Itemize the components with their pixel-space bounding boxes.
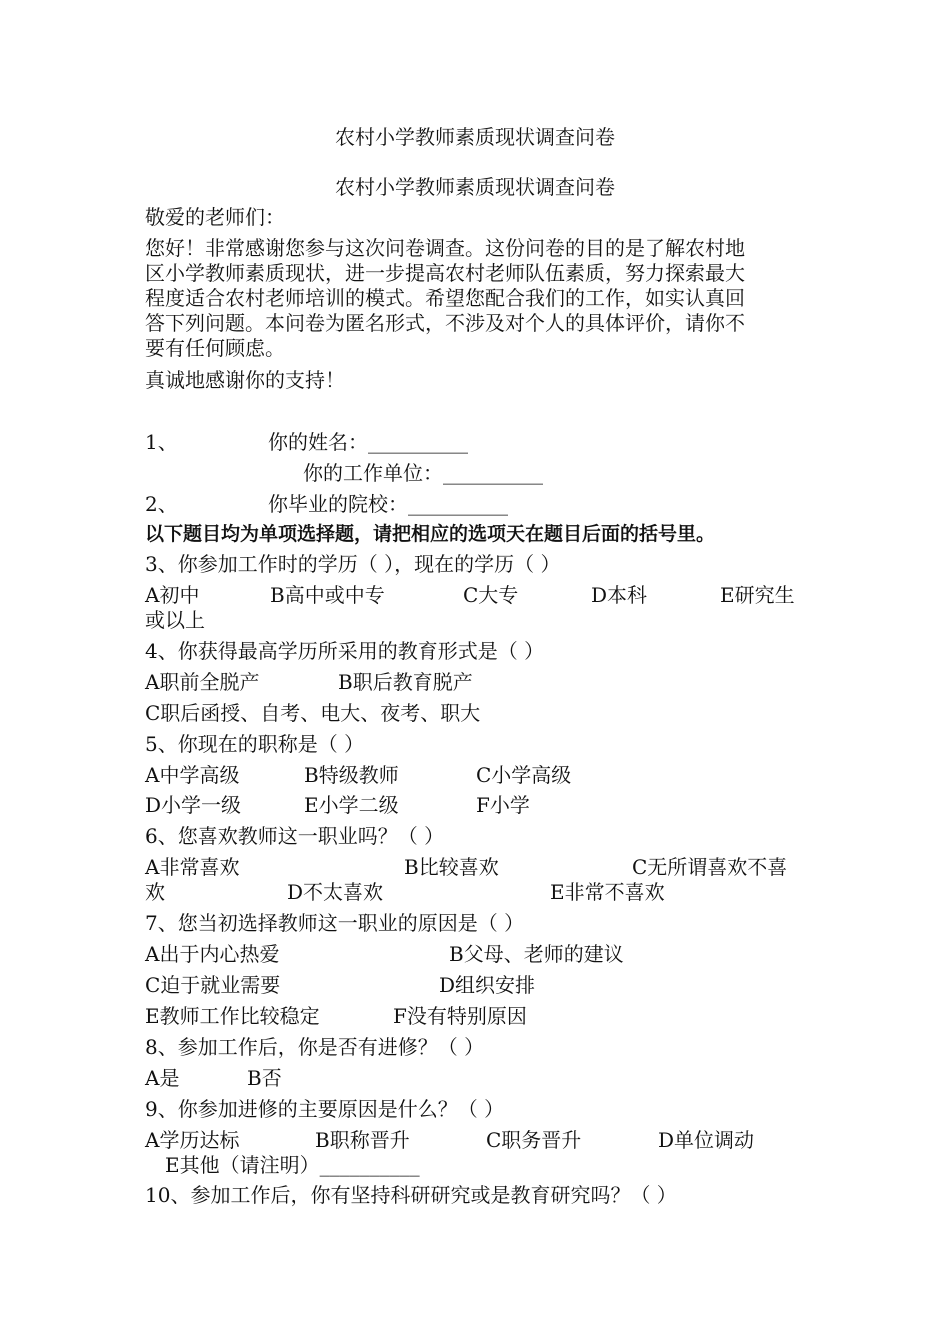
intro-line: 程度适合农村老师培训的模式。希望您配合我们的工作，如实认真回 [145,286,745,310]
question-9-option-e: E其他（请注明）__________ [165,1153,420,1177]
intro-line: 答下列问题。本问卷为匿名形式，不涉及对个人的具体评价，请你不 [145,311,745,335]
header-title: 农村小学教师素质现状调查问卷 [335,125,615,149]
option: E研究生 [720,583,795,607]
option: B职后教育脱产 [338,670,473,694]
option: F小学 [476,793,530,817]
option: E小学二级 [304,793,399,817]
option: B父母、老师的建议 [449,942,624,966]
option: A学历达标 [145,1128,240,1152]
option: A职前全脱产 [145,670,260,694]
instruction-text: 以下题目均为单项选择题，请把相应的选项天在题目后面的括号里。 [145,523,716,545]
intro-line: 要有任何顾虑。 [145,336,285,360]
option: E非常不喜欢 [550,880,665,904]
option: C无所谓喜欢不喜 [632,855,788,879]
page-title: 农村小学教师素质现状调查问卷 [335,175,615,199]
option: A初中 [145,583,200,607]
option: B高中或中专 [270,583,385,607]
option: D单位调动 [658,1128,755,1152]
option: B特级教师 [304,763,399,787]
thanks-line: 真诚地感谢你的支持！ [145,368,345,392]
option: C小学高级 [476,763,572,787]
question-7: 7、您当初选择教师这一职业的原因是（ ） [145,911,525,935]
question-unit-field: 你的工作单位：__________ [303,461,543,485]
intro-line: 区小学教师素质现状，进一步提高农村老师队伍素质，努力探索最大 [145,261,745,285]
question-name-field: 你的姓名：__________ [268,430,468,454]
option: A非常喜欢 [145,855,240,879]
question-6: 6、您喜欢教师这一职业吗？（ ） [145,824,445,848]
option: C迫于就业需要 [145,973,281,997]
option: B比较喜欢 [404,855,499,879]
option: C大专 [463,583,519,607]
option: 欢 [145,880,165,904]
option: A中学高级 [145,763,240,787]
question-3-options-cont: 或以上 [145,608,205,632]
question-9: 9、你参加进修的主要原因是什么？（ ） [145,1097,505,1121]
option: D组织安排 [439,973,536,997]
question-4-option-c: C职后函授、自考、电大、夜考、职大 [145,701,481,725]
intro-line: 您好！非常感谢您参与这次问卷调查。这份问卷的目的是了解农村地 [145,236,745,260]
option: B职称晋升 [315,1128,410,1152]
question-school-field: 你毕业的院校：__________ [268,492,508,516]
option: E教师工作比较稳定 [145,1004,320,1028]
question-3: 3、你参加工作时的学历（ ），现在的学历（ ） [145,552,561,576]
option: D不太喜欢 [287,880,384,904]
question-10: 10、参加工作后，你有坚持科研研究或是教育研究吗？（ ） [145,1183,677,1207]
option: B否 [247,1066,282,1090]
option: A是 [145,1066,180,1090]
option: D本科 [591,583,648,607]
question-1-number: 1、 [145,430,178,454]
option: A出于内心热爱 [145,942,280,966]
question-2-number: 2、 [145,492,178,516]
question-5: 5、你现在的职称是（ ） [145,732,365,756]
question-4: 4、你获得最高学历所采用的教育形式是（ ） [145,639,545,663]
question-8: 8、参加工作后，你是否有进修？（ ） [145,1035,485,1059]
option: F没有特别原因 [393,1004,527,1028]
greeting: 敬爱的老师们： [145,205,285,229]
option: C职务晋升 [486,1128,582,1152]
option: D小学一级 [145,793,242,817]
